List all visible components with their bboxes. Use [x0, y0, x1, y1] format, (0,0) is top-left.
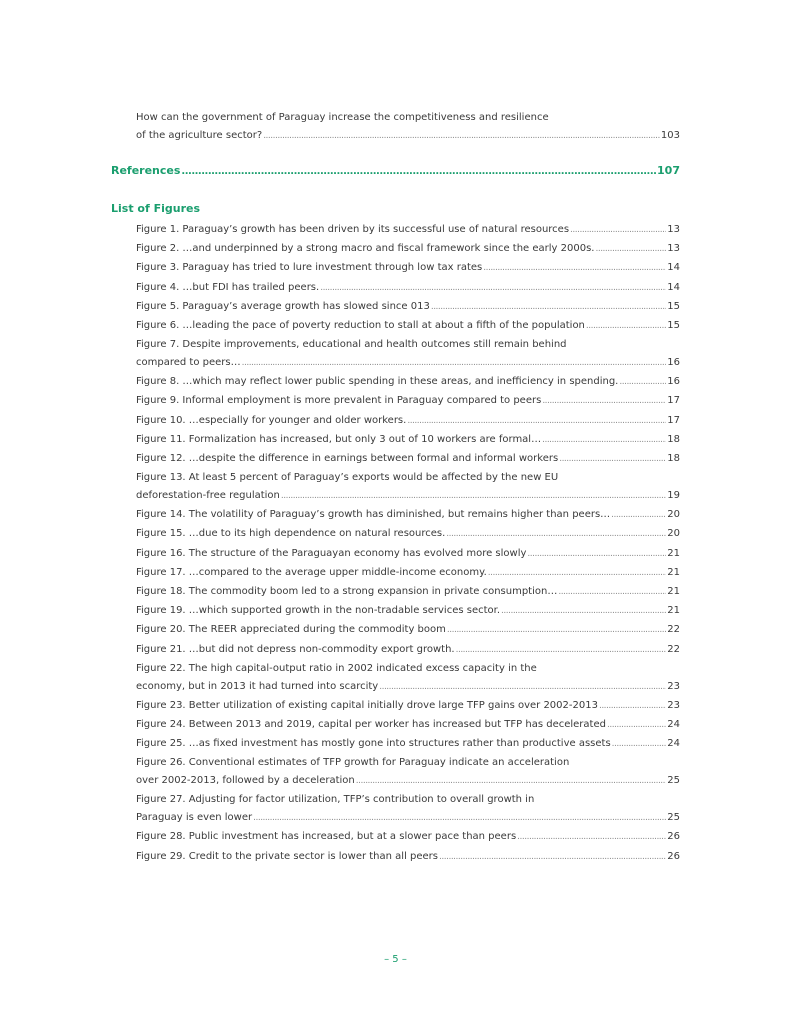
leader-dots: [558, 586, 666, 599]
figure-entry[interactable]: [136, 508, 680, 526]
figure-page-number: 21: [667, 605, 680, 617]
figure-entry[interactable]: [136, 452, 680, 470]
leader-dots: [281, 490, 666, 503]
figure-entry[interactable]: [136, 793, 680, 829]
figure-title: Figure 20. The REER appreciated during the commodity boom: [136, 624, 446, 636]
leader-dots: [181, 165, 656, 178]
leader-dots: [559, 453, 666, 466]
figure-title: Figure 10. …especially for younger and older workers.: [136, 414, 407, 426]
leader-dots: [619, 376, 666, 389]
figure-entry[interactable]: [136, 830, 680, 848]
figure-page-number: 13: [667, 224, 680, 235]
leader-dots: [542, 434, 666, 447]
figure-title: Figure 9. Informal employment is more prevalent in Paraguay compared to peers: [136, 395, 542, 407]
figure-title: Figure 4. …but FDI has trailed peers.: [136, 281, 320, 293]
figure-entry[interactable]: [136, 623, 680, 641]
figure-entry[interactable]: [136, 566, 680, 584]
toc-page-number: 107: [657, 164, 680, 177]
figure-entry[interactable]: [136, 471, 680, 507]
figure-page-number: 25: [667, 775, 680, 787]
leader-dots: [407, 415, 666, 428]
figure-page-number: 21: [667, 547, 680, 559]
figure-title: Figure 29. Credit to the private sector is lower than all peers: [136, 850, 439, 862]
leader-dots: [607, 719, 666, 732]
figure-entry[interactable]: [136, 242, 680, 260]
page-number: – 5 –: [384, 954, 407, 965]
figure-page-number: 16: [667, 376, 680, 388]
leader-dots: [586, 320, 666, 333]
figure-page-number: 16: [667, 357, 680, 369]
figure-entry[interactable]: [136, 527, 680, 545]
leader-dots: [599, 700, 666, 713]
figure-title: Figure 18. The commodity boom led to a strong expansion in private consumption…: [136, 586, 558, 597]
leader-dots: [595, 243, 666, 256]
figure-page-number: 19: [667, 490, 680, 502]
leader-dots: [447, 624, 666, 637]
leader-dots: [501, 605, 666, 618]
leader-dots: [611, 509, 666, 522]
figure-page-number: 26: [667, 850, 680, 862]
leader-dots: [517, 831, 666, 844]
references-label: References: [111, 164, 181, 177]
figure-page-number: 15: [667, 320, 680, 331]
leader-dots: [263, 130, 660, 143]
figure-page-number: 20: [667, 509, 680, 521]
figure-title: Figure 17. …compared to the average upper middle-income economy.: [136, 566, 487, 578]
figure-title-line: Figure 22. The high capital-output ratio in 2002 indicated excess capacity in the: [136, 662, 537, 674]
figure-entry[interactable]: [136, 281, 680, 299]
figure-entry[interactable]: [136, 662, 680, 698]
figure-title: Figure 12. …despite the difference in earnings between formal and informal workers: [136, 453, 559, 464]
leader-dots: [253, 812, 666, 825]
figure-page-number: 23: [667, 699, 680, 711]
figure-entry[interactable]: [136, 643, 680, 661]
figure-page-number: 17: [667, 414, 680, 426]
figure-title: Figure 3. Paraguay has tried to lure investment through low tax rates: [136, 262, 483, 274]
figure-title: deforestation-free regulation: [136, 490, 280, 502]
figure-page-number: 22: [667, 624, 680, 636]
figure-title: Figure 19. …which supported growth in the non-tradable services sector.: [136, 605, 501, 617]
figure-title: Figure 15. …due to its high dependence on natural resources.: [136, 528, 446, 540]
figure-title: Figure 1. Paraguay’s growth has been driven by its successful use of natural resources: [136, 224, 570, 235]
figure-page-number: 14: [667, 262, 680, 274]
figure-title: over 2002-2013, followed by a deceleration: [136, 775, 355, 787]
figure-entry[interactable]: [136, 604, 680, 622]
figure-entry[interactable]: [136, 850, 680, 868]
figure-title-line: Figure 13. At least 5 percent of Paraguay’s exports would be affected by the new EU: [136, 472, 559, 484]
leader-dots: [570, 224, 666, 237]
toc-entry-line: of the agriculture sector?: [136, 130, 263, 141]
figure-page-number: 23: [667, 680, 680, 692]
figure-title-line: Figure 26. Conventional estimates of TFP growth for Paraguay indicate an acceleration: [136, 757, 570, 769]
figure-page-number: 18: [667, 453, 680, 464]
figure-title: Figure 24. Between 2013 and 2019, capital per worker has increased but TFP has decelerated: [136, 719, 606, 730]
figure-page-number: 22: [667, 643, 680, 655]
figure-title: Figure 6. …leading the pace of poverty reduction to stall at about a fifth of the population: [136, 320, 585, 331]
leader-dots: [456, 644, 667, 657]
figure-entry[interactable]: [136, 394, 680, 412]
figure-title: Figure 16. The structure of the Paraguayan economy has evolved more slowly: [136, 547, 527, 559]
figure-page-number: 26: [667, 831, 680, 843]
leader-dots: [527, 548, 666, 561]
figure-title: economy, but in 2013 it had turned into scarcity: [136, 680, 379, 692]
figure-entry[interactable]: [136, 261, 680, 279]
leader-dots: [431, 301, 666, 314]
figure-page-number: 21: [667, 586, 680, 597]
figure-title-line: Figure 7. Despite improvements, educational and health outcomes still remain behind: [136, 339, 567, 351]
figure-entry[interactable]: [136, 585, 680, 603]
figure-entry[interactable]: [136, 300, 680, 318]
figure-title: Figure 11. Formalization has increased, but only 3 out of 10 workers are formal…: [136, 433, 542, 445]
leader-dots: [320, 282, 666, 295]
figure-page-number: 17: [667, 395, 680, 407]
figure-title: Figure 25. …as fixed investment has mostly gone into structures rather than productive assets: [136, 738, 611, 750]
figure-title: Figure 2. …and underpinned by a strong macro and fiscal framework since the early 2000s.: [136, 243, 595, 255]
leader-dots: [379, 681, 666, 694]
figure-title-line: Figure 27. Adjusting for factor utilization, TFP’s contribution to overall growth in: [136, 794, 535, 806]
figure-title: Figure 28. Public investment has increased, but at a slower pace than peers: [136, 831, 517, 843]
leader-dots: [612, 738, 667, 751]
figure-title: Figure 14. The volatility of Paraguay’s growth has diminished, but remains higher than peers…: [136, 509, 611, 521]
toc-page-number: 103: [660, 130, 680, 141]
figure-entry[interactable]: [136, 319, 680, 337]
leader-dots: [542, 395, 666, 408]
list-of-figures-heading: List of Figures: [111, 202, 201, 215]
figure-page-number: 21: [667, 566, 680, 578]
figure-title: Figure 8. …which may reflect lower public spending in these areas, and inefficiency in spending.: [136, 376, 619, 388]
toc-entry-agriculture[interactable]: [136, 111, 680, 147]
figure-entry[interactable]: [136, 338, 680, 374]
figure-page-number: 15: [667, 300, 680, 312]
figure-entry[interactable]: [136, 433, 680, 451]
leader-dots: [488, 567, 666, 580]
figure-title: Figure 23. Better utilization of existing capital initially drove large TFP gains over 2002-2013: [136, 699, 598, 711]
figure-entry[interactable]: [136, 699, 680, 717]
leader-dots: [356, 775, 667, 788]
leader-dots: [446, 528, 666, 541]
figure-page-number: 24: [667, 738, 680, 750]
figure-entry[interactable]: [136, 223, 680, 241]
figure-entry[interactable]: [136, 414, 680, 432]
figure-page-number: 20: [667, 528, 680, 540]
figure-entry[interactable]: [136, 756, 680, 792]
figure-entry[interactable]: [136, 718, 680, 736]
figure-page-number: 18: [667, 433, 680, 445]
leader-dots: [439, 851, 666, 864]
figure-entry[interactable]: [136, 737, 680, 755]
figure-title: Figure 5. Paraguay’s average growth has slowed since 013: [136, 300, 430, 312]
toc-entry-references[interactable]: [111, 164, 680, 182]
figure-entry[interactable]: [136, 375, 680, 393]
figure-page-number: 24: [667, 719, 680, 730]
figure-page-number: 13: [667, 243, 680, 255]
figure-entry[interactable]: [136, 547, 680, 565]
leader-dots: [483, 262, 666, 275]
figure-page-number: 14: [667, 281, 680, 293]
figure-title: compared to peers…: [136, 357, 241, 369]
toc-entry-line: How can the government of Paraguay increase the competitiveness and resilience: [136, 112, 549, 123]
leader-dots: [242, 357, 667, 370]
figure-title: Figure 21. …but did not depress non-commodity export growth.: [136, 643, 455, 655]
figure-title: Paraguay is even lower: [136, 812, 253, 824]
figure-page-number: 25: [667, 812, 680, 824]
